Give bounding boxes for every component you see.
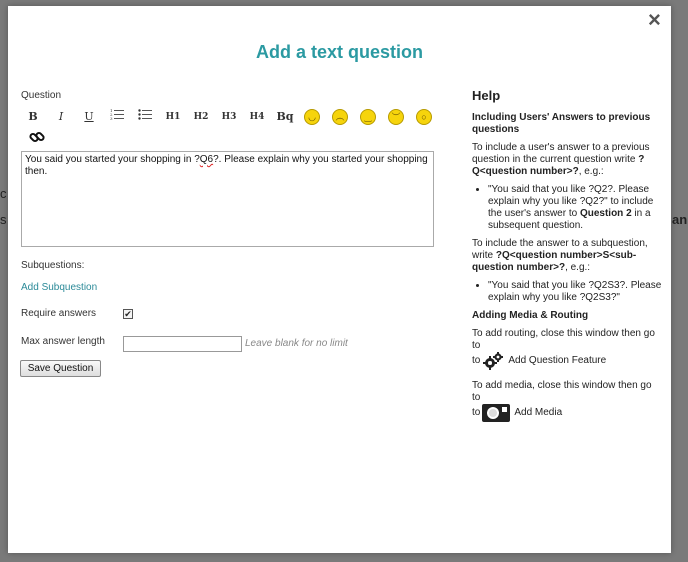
media-icon xyxy=(482,404,510,422)
help-section-title: Including Users' Answers to previous questions xyxy=(472,112,651,135)
help-list xyxy=(472,280,662,304)
help-list xyxy=(472,184,662,232)
gears-icon xyxy=(482,352,504,370)
bullet-list-icon[interactable] xyxy=(135,108,155,126)
svg-text:3: 3 xyxy=(110,116,113,120)
italic-button[interactable]: I xyxy=(58,110,64,123)
max-answer-length-input[interactable] xyxy=(123,336,242,352)
close-icon[interactable]: × xyxy=(648,7,661,32)
add-question-feature-ref: to Add Question Feature xyxy=(472,352,662,370)
svg-text:1: 1 xyxy=(110,108,113,113)
help-panel xyxy=(472,90,662,422)
max-answer-length-label: Max answer length xyxy=(21,336,105,347)
help-title: Help xyxy=(472,88,501,103)
heading1-button[interactable]: H1 xyxy=(165,112,181,122)
smile-emoji-icon[interactable]: ◡ xyxy=(304,109,320,125)
heading4-button[interactable]: H4 xyxy=(249,112,265,122)
add-subquestion-link[interactable]: Add Subquestion xyxy=(21,282,98,293)
underline-button[interactable]: U xyxy=(84,110,94,123)
save-question-button[interactable]: Save Question xyxy=(20,360,101,377)
blockquote-button[interactable]: Bq xyxy=(276,110,294,123)
bold-button[interactable]: B xyxy=(28,110,38,123)
require-answers-checkbox[interactable]: ✔ xyxy=(124,309,132,319)
heading2-button[interactable]: H2 xyxy=(193,112,209,122)
help-list-item: • "You said that you like ?Q2?. Please explain why you like ?Q2?" to include the user's answer to Question 2 in a subsequent question. xyxy=(488,184,662,232)
help-paragraph: To add media, close this window then go to xyxy=(472,380,652,403)
crying-emoji-icon[interactable]: ○ xyxy=(416,109,432,125)
subquestions-label: Subquestions: xyxy=(21,260,85,271)
question-label: Question xyxy=(21,90,62,101)
help-paragraph: To add routing, close this window then go to xyxy=(472,328,655,351)
sad-emoji-icon[interactable]: ︵ xyxy=(332,109,348,125)
dialog-title: Add a text question xyxy=(255,42,423,62)
background-text: s xyxy=(0,212,7,227)
wink-emoji-icon[interactable]: ‿ xyxy=(360,109,376,125)
help-list-item: • "You said that you like ?Q2S3?. Please explain why you like ?Q2S3?" xyxy=(488,280,662,304)
background-text: an xyxy=(672,212,688,227)
help-paragraph: To include the answer to a subquestion, write ?Q<question number>S<sub-question number>?, e.g.: xyxy=(472,238,648,273)
background-text: c xyxy=(0,186,7,201)
editor-toolbar xyxy=(21,106,431,148)
add-media-ref: to Add Media xyxy=(472,404,662,422)
help-section-title: Adding Media & Routing xyxy=(472,310,589,321)
max-length-hint: Leave blank for no limit xyxy=(245,338,348,349)
svg-text:2: 2 xyxy=(110,112,113,117)
add-text-question-dialog xyxy=(8,6,671,553)
link-icon[interactable] xyxy=(27,129,47,147)
question-text-editor[interactable]: You said you started your shopping in ?Q6?. Please explain why you started your shopping then. xyxy=(21,151,434,247)
angry-emoji-icon[interactable]: ︶ xyxy=(388,109,404,125)
help-paragraph: To include a user's answer to a previous question in the current question write ?Q<question number>?, e.g.: xyxy=(472,142,650,177)
heading3-button[interactable]: H3 xyxy=(221,112,237,122)
ordered-list-icon[interactable] xyxy=(107,108,127,126)
require-answers-label: Require answers xyxy=(21,308,97,319)
